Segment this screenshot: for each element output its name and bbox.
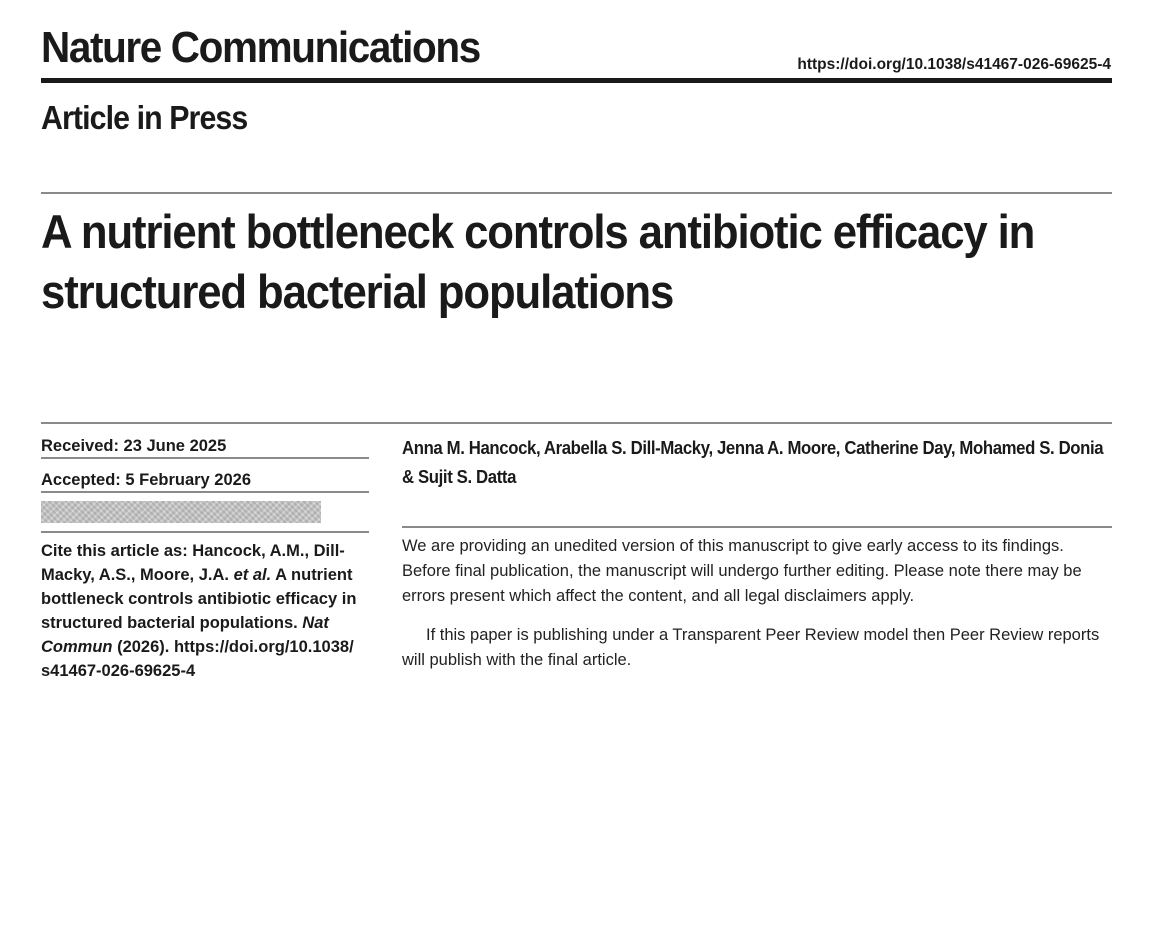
accepted-date: Accepted: 5 February 2026 <box>41 459 369 493</box>
citation-journal: Nat Commun <box>41 614 329 656</box>
notice-paragraph-2: If this paper is publishing under a Transparent Peer Review model then Peer Review reports will publish with the final article. <box>402 626 1100 669</box>
title-divider-bottom <box>41 422 1112 424</box>
citation-prefix: Cite this article as: Hancock, A.M., Dill-Macky, A.S., Moore, J.A. <box>41 542 345 584</box>
citation <box>41 539 369 683</box>
title-divider-top <box>41 192 1112 194</box>
citation-et-al: et al. <box>233 566 272 584</box>
manuscript-notice <box>402 534 1114 673</box>
article-status: Article in Press <box>41 99 248 136</box>
article-title: A nutrient bottleneck controls antibiotic efficacy in structured bacterial populations <box>41 205 1035 318</box>
citation-middle: A nutrient bottleneck controls antibiotic efficacy in structured bacterial populations. <box>41 566 357 632</box>
received-date: Received: 23 June 2025 <box>41 425 369 459</box>
article-meta-sidebar <box>41 425 369 683</box>
author-list: Anna M. Hancock, Arabella S. Dill-Macky, Jenna A. Moore, Catherine Day, Mohamed S. Donia & Sujit S. Datta <box>402 438 1104 487</box>
journal-name: Nature Communications <box>41 23 480 72</box>
doi-link[interactable]: https://doi.org/10.1038/s41467-026-69625-4 <box>797 56 1111 73</box>
redacted-text <box>41 501 321 523</box>
authors-block <box>402 434 1112 492</box>
authors-divider <box>402 526 1112 528</box>
redacted-row <box>41 493 369 533</box>
notice-paragraph-1: We are providing an unedited version of this manuscript to give early access to its findings. Before final publication, the manuscript will undergo further editing. Please note there may be errors present which affect the content, and all legal disclaimers apply. <box>402 537 1082 605</box>
header-rule <box>41 78 1112 83</box>
citation-suffix[interactable]: (2026). https://doi.org/10.1038/ s41467-026-69625-4 <box>41 638 354 680</box>
